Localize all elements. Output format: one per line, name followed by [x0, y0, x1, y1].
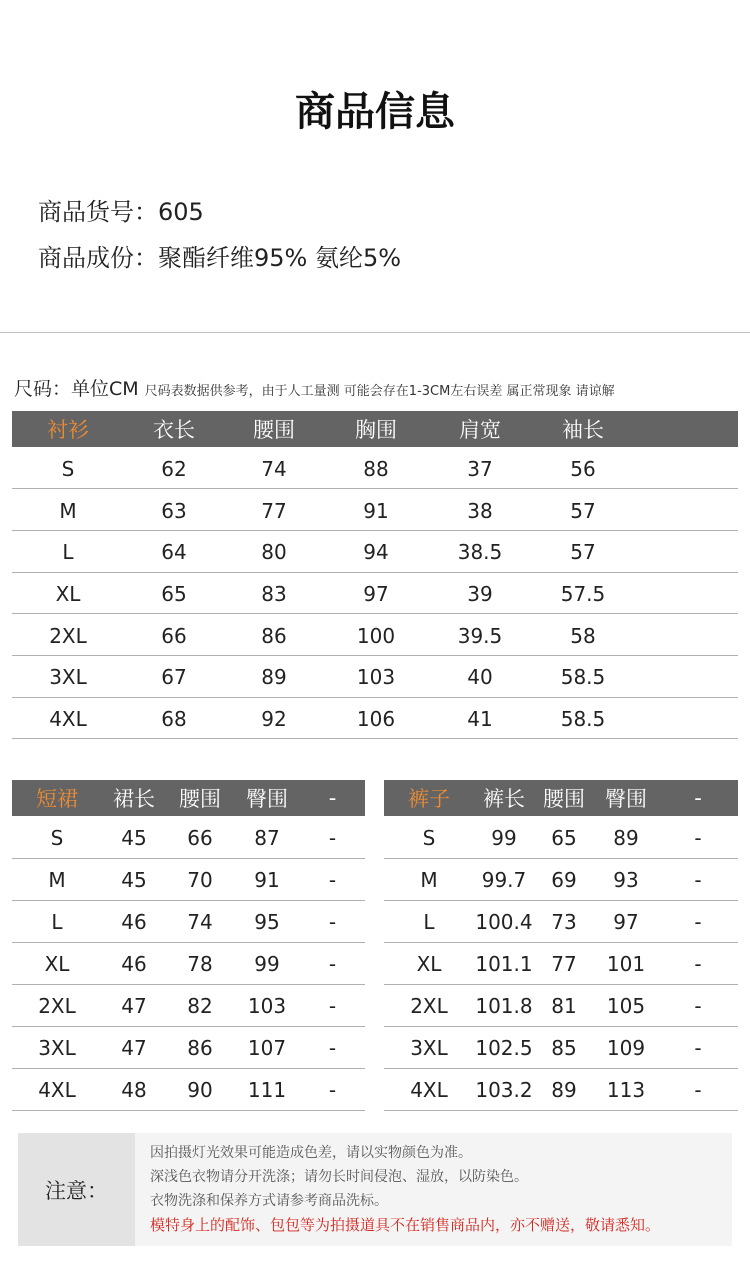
- value-cell: 63: [124, 489, 224, 531]
- value-cell: 109: [594, 1026, 658, 1068]
- page-title: 商品信息: [295, 89, 455, 135]
- table-row: [12, 572, 738, 614]
- size-disclaimer: 尺码表数据供参考，由于人工量测 可能会存在1-3CM左右误差 属正常现象 请谅解: [144, 384, 615, 399]
- size-cell: S: [12, 447, 124, 489]
- size-note: [14, 374, 615, 401]
- table-row: [12, 447, 738, 489]
- header-cell: -: [300, 780, 365, 816]
- notice-line: 衣物洗涤和保养方式请参考商品洗标。: [150, 1193, 388, 1209]
- value-cell: 70: [166, 858, 234, 900]
- value-cell: -: [300, 900, 365, 942]
- value-cell: 95: [234, 900, 300, 942]
- value-cell: 105: [594, 984, 658, 1026]
- empty-cell: [634, 530, 738, 572]
- header-cell: 肩宽: [428, 411, 532, 447]
- value-cell: 66: [124, 614, 224, 656]
- table-row: [384, 942, 738, 984]
- value-cell: -: [300, 984, 365, 1026]
- header-cell: 胸围: [324, 411, 428, 447]
- value-cell: 107: [234, 1026, 300, 1068]
- value-cell: -: [300, 858, 365, 900]
- size-cell: S: [12, 816, 102, 858]
- section-divider: [0, 332, 750, 333]
- value-cell: 103.2: [474, 1068, 534, 1110]
- value-cell: 65: [124, 572, 224, 614]
- size-cell: XL: [384, 942, 474, 984]
- value-cell: 103: [234, 984, 300, 1026]
- value-cell: 73: [534, 900, 594, 942]
- value-cell: -: [300, 942, 365, 984]
- empty-cell: [634, 614, 738, 656]
- value-cell: 56: [532, 447, 634, 489]
- empty-cell: [634, 655, 738, 697]
- value-cell: 46: [102, 900, 166, 942]
- value-cell: 103: [324, 655, 428, 697]
- table-row: [384, 858, 738, 900]
- size-cell: L: [384, 900, 474, 942]
- value-cell: 102.5: [474, 1026, 534, 1068]
- header-cell: 腰围: [166, 780, 234, 816]
- table-row: [12, 984, 365, 1026]
- table-row: [12, 614, 738, 656]
- value-cell: 83: [224, 572, 324, 614]
- size-cell: 3XL: [12, 1026, 102, 1068]
- header-cell: 裤长: [474, 780, 534, 816]
- header-cell: [634, 411, 738, 447]
- value-cell: 41: [428, 697, 532, 739]
- value-cell: 113: [594, 1068, 658, 1110]
- value-cell: 101.1: [474, 942, 534, 984]
- table-row: [12, 900, 365, 942]
- value-cell: 101.8: [474, 984, 534, 1026]
- header-cell: 裤子: [384, 780, 474, 816]
- composition: 商品成份：聚酯纤维95% 氨纶5%: [38, 244, 402, 272]
- table-header-row: [384, 780, 738, 816]
- value-cell: 58.5: [532, 697, 634, 739]
- value-cell: 99: [474, 816, 534, 858]
- value-cell: 47: [102, 984, 166, 1026]
- value-cell: 39.5: [428, 614, 532, 656]
- size-cell: 2XL: [384, 984, 474, 1026]
- value-cell: 62: [124, 447, 224, 489]
- size-cell: XL: [12, 942, 102, 984]
- size-cell: 2XL: [12, 984, 102, 1026]
- table-row: [12, 942, 365, 984]
- table-header-row: [12, 780, 365, 816]
- value-cell: 99: [234, 942, 300, 984]
- value-cell: 106: [324, 697, 428, 739]
- value-cell: 86: [166, 1026, 234, 1068]
- header-cell: 腰围: [534, 780, 594, 816]
- value-cell: 99.7: [474, 858, 534, 900]
- value-cell: 40: [428, 655, 532, 697]
- header-cell: -: [658, 780, 738, 816]
- value-cell: 92: [224, 697, 324, 739]
- value-cell: 94: [324, 530, 428, 572]
- size-cell: S: [384, 816, 474, 858]
- value-cell: 97: [594, 900, 658, 942]
- value-cell: -: [658, 1026, 738, 1068]
- value-cell: 100.4: [474, 900, 534, 942]
- empty-cell: [634, 447, 738, 489]
- table-row: [12, 816, 365, 858]
- size-cell: L: [12, 900, 102, 942]
- value-cell: 38: [428, 489, 532, 531]
- value-cell: -: [300, 1068, 365, 1110]
- value-cell: 57: [532, 489, 634, 531]
- value-cell: 89: [594, 816, 658, 858]
- value-cell: -: [658, 900, 738, 942]
- value-cell: 89: [534, 1068, 594, 1110]
- value-cell: 85: [534, 1026, 594, 1068]
- value-cell: 74: [166, 900, 234, 942]
- value-cell: -: [658, 858, 738, 900]
- value-cell: 91: [234, 858, 300, 900]
- value-cell: 69: [534, 858, 594, 900]
- empty-cell: [634, 572, 738, 614]
- value-cell: 77: [224, 489, 324, 531]
- size-cell: XL: [12, 572, 124, 614]
- value-cell: 89: [224, 655, 324, 697]
- size-cell: L: [12, 530, 124, 572]
- value-cell: 90: [166, 1068, 234, 1110]
- skirt-size-table: [12, 780, 365, 1111]
- header-cell: 短裙: [12, 780, 102, 816]
- value-cell: 57.5: [532, 572, 634, 614]
- value-cell: 58: [532, 614, 634, 656]
- table-row: [384, 1026, 738, 1068]
- size-cell: M: [12, 858, 102, 900]
- value-cell: 82: [166, 984, 234, 1026]
- value-cell: 48: [102, 1068, 166, 1110]
- value-cell: 88: [324, 447, 428, 489]
- value-cell: 78: [166, 942, 234, 984]
- table-header-row: [12, 411, 738, 447]
- table-row: [12, 489, 738, 531]
- header-cell: 腰围: [224, 411, 324, 447]
- value-cell: 47: [102, 1026, 166, 1068]
- size-cell: 4XL: [12, 697, 124, 739]
- size-cell: M: [12, 489, 124, 531]
- value-cell: 111: [234, 1068, 300, 1110]
- notice-line: 深浅色衣物请分开洗涤；请勿长时间侵泡、湿放，以防染色。: [150, 1169, 528, 1185]
- table-row: [12, 1068, 365, 1110]
- notice-line: 因拍摄灯光效果可能造成色差，请以实物颜色为准。: [150, 1145, 472, 1161]
- value-cell: -: [658, 984, 738, 1026]
- value-cell: 38.5: [428, 530, 532, 572]
- table-row: [384, 984, 738, 1026]
- value-cell: 93: [594, 858, 658, 900]
- value-cell: 65: [534, 816, 594, 858]
- value-cell: 45: [102, 858, 166, 900]
- value-cell: 81: [534, 984, 594, 1026]
- value-cell: 87: [234, 816, 300, 858]
- table-row: [384, 1068, 738, 1110]
- value-cell: 80: [224, 530, 324, 572]
- value-cell: 67: [124, 655, 224, 697]
- value-cell: -: [300, 816, 365, 858]
- size-cell: M: [384, 858, 474, 900]
- value-cell: 45: [102, 816, 166, 858]
- size-cell: 2XL: [12, 614, 124, 656]
- value-cell: 37: [428, 447, 532, 489]
- table-row: [12, 858, 365, 900]
- value-cell: 46: [102, 942, 166, 984]
- value-cell: -: [658, 1068, 738, 1110]
- table-row: [12, 1026, 365, 1068]
- header-cell: 臀围: [594, 780, 658, 816]
- size-cell: 3XL: [384, 1026, 474, 1068]
- pants-size-table: [384, 780, 738, 1111]
- value-cell: 77: [534, 942, 594, 984]
- table-row: [12, 697, 738, 739]
- notice-label: 注意：: [18, 1133, 135, 1246]
- value-cell: -: [300, 1026, 365, 1068]
- table-row: [12, 530, 738, 572]
- header-cell: 裙长: [102, 780, 166, 816]
- size-cell: 4XL: [384, 1068, 474, 1110]
- value-cell: -: [658, 816, 738, 858]
- value-cell: 101: [594, 942, 658, 984]
- value-cell: 68: [124, 697, 224, 739]
- table-row: [384, 816, 738, 858]
- value-cell: 64: [124, 530, 224, 572]
- notice-lines: [150, 1141, 660, 1237]
- value-cell: 39: [428, 572, 532, 614]
- value-cell: -: [658, 942, 738, 984]
- header-cell: 衬衫: [12, 411, 124, 447]
- value-cell: 58.5: [532, 655, 634, 697]
- empty-cell: [634, 489, 738, 531]
- shirt-size-table: [12, 411, 738, 739]
- value-cell: 97: [324, 572, 428, 614]
- item-number: 商品货号：605: [38, 198, 204, 226]
- notice-box: [18, 1133, 732, 1246]
- header-cell: 袖长: [532, 411, 634, 447]
- value-cell: 100: [324, 614, 428, 656]
- table-row: [12, 655, 738, 697]
- value-cell: 86: [224, 614, 324, 656]
- size-unit-label: 尺码：单位CM: [14, 378, 139, 400]
- table-row: [384, 900, 738, 942]
- header-cell: 臀围: [234, 780, 300, 816]
- notice-warning-line: 模特身上的配饰、包包等为拍摄道具不在销售商品内，亦不赠送，敬请悉知。: [150, 1216, 661, 1234]
- size-cell: 4XL: [12, 1068, 102, 1110]
- header-cell: 衣长: [124, 411, 224, 447]
- value-cell: 74: [224, 447, 324, 489]
- value-cell: 57: [532, 530, 634, 572]
- size-cell: 3XL: [12, 655, 124, 697]
- value-cell: 66: [166, 816, 234, 858]
- value-cell: 91: [324, 489, 428, 531]
- empty-cell: [634, 697, 738, 739]
